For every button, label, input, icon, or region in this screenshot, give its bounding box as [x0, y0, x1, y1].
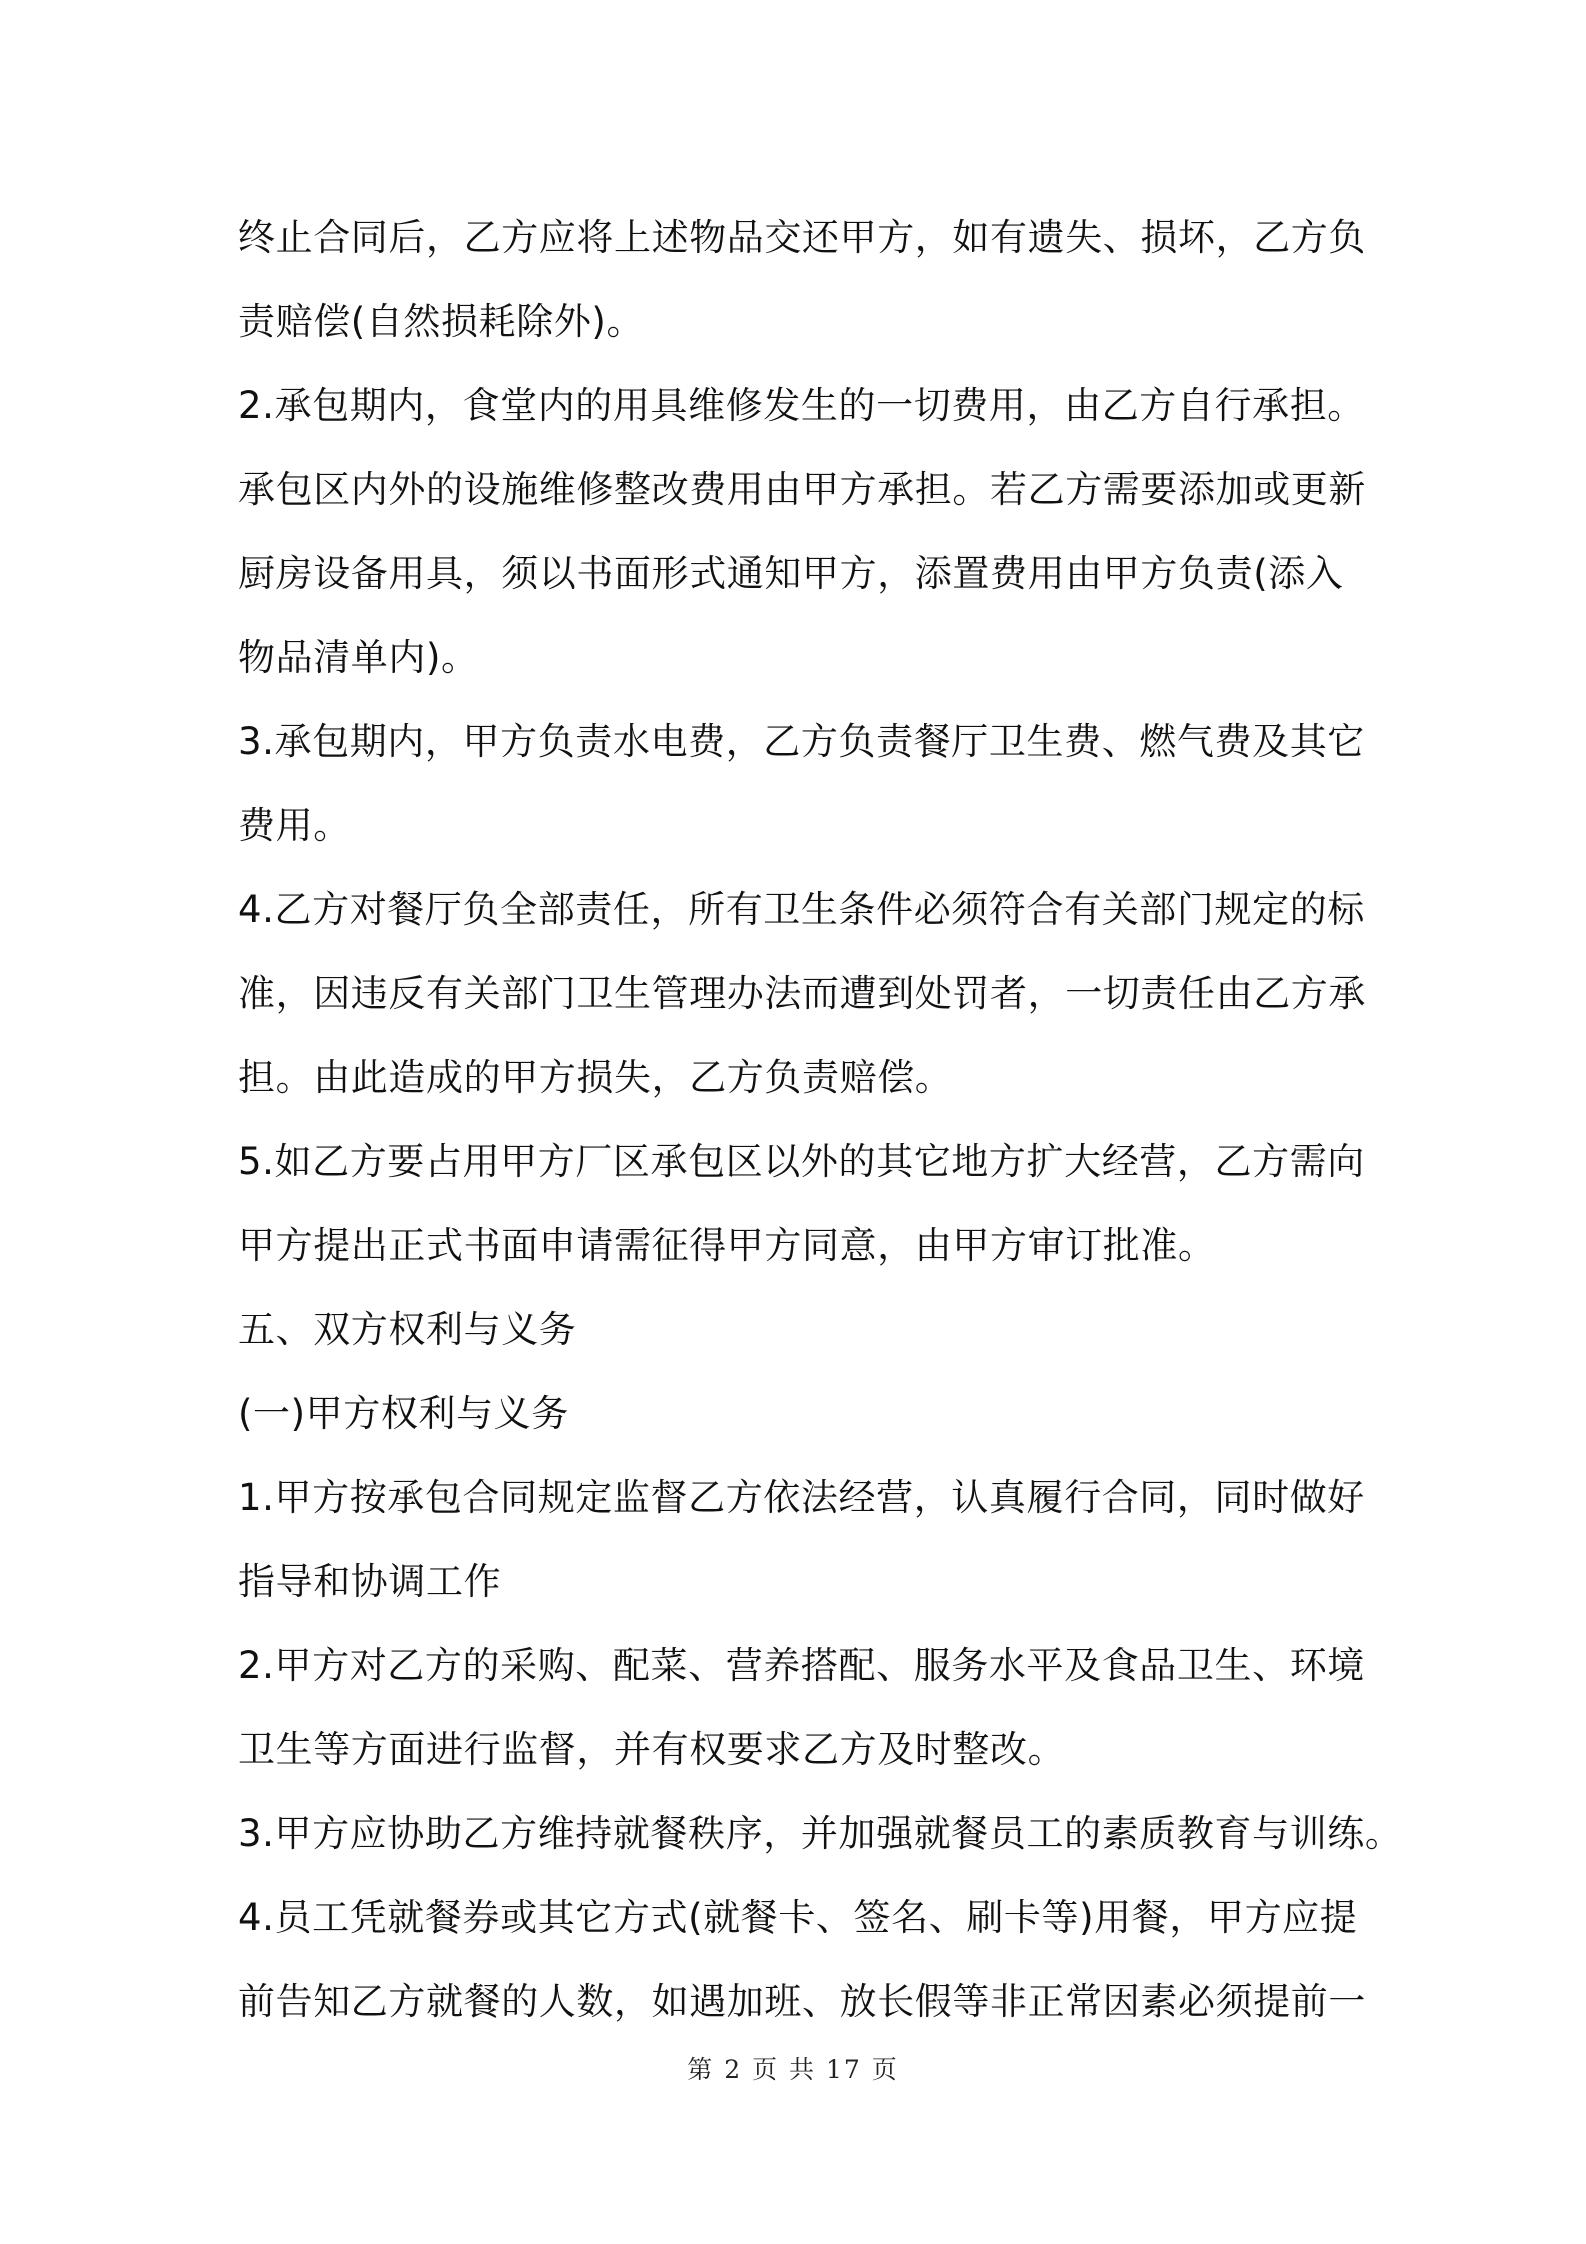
text-line: 2.承包期内，食堂内的用具维修发生的一切费用，由乙方自行承担。	[238, 384, 1365, 427]
text-line: 甲方提出正式书面申请需征得甲方同意，由甲方审订批准。	[238, 1224, 1216, 1267]
subsection-heading: (一)甲方权利与义务	[238, 1392, 569, 1435]
document-body	[238, 196, 1403, 2044]
text-line: 3.承包期内，甲方负责水电费，乙方负责餐厅卫生费、燃气费及其它	[238, 720, 1365, 763]
text-line: 4.员工凭就餐券或其它方式(就餐卡、签名、刷卡等)用餐，甲方应提	[238, 1896, 1358, 1939]
text-line: 准，因违反有关部门卫生管理办法而遭到处罚者，一切责任由乙方承	[238, 972, 1366, 1015]
text-line: 1.甲方按承包合同规定监督乙方依法经营，认真履行合同，同时做好	[238, 1476, 1365, 1519]
text-line: 4.乙方对餐厅负全部责任，所有卫生条件必须符合有关部门规定的标	[238, 888, 1365, 931]
section-heading: 五、双方权利与义务	[238, 1308, 577, 1351]
text-line: 5.如乙方要占用甲方厂区承包区以外的其它地方扩大经营，乙方需向	[238, 1140, 1365, 1183]
text-line: 3.甲方应协助乙方维持就餐秩序，并加强就餐员工的素质教育与训练。	[238, 1812, 1403, 1855]
text-line: 前告知乙方就餐的人数，如遇加班、放长假等非正常因素必须提前一	[238, 1980, 1366, 2023]
text-line: 责赔偿(自然损耗除外)。	[238, 300, 645, 343]
text-line: 厨房设备用具，须以书面形式通知甲方，添置费用由甲方负责(添入	[238, 552, 1344, 595]
text-line: 担。由此造成的甲方损失，乙方负责赔偿。	[238, 1056, 953, 1099]
text-line: 终止合同后，乙方应将上述物品交还甲方，如有遗失、损坏，乙方负	[238, 216, 1366, 259]
text-line: 2.甲方对乙方的采购、配菜、营养搭配、服务水平及食品卫生、环境	[238, 1644, 1365, 1687]
text-line: 物品清单内)。	[238, 636, 479, 679]
page-number-footer: 第 2 页 共 17 页	[687, 2055, 899, 2084]
text-line: 卫生等方面进行监督，并有权要求乙方及时整改。	[238, 1728, 1066, 1771]
text-line: 指导和协调工作	[238, 1560, 502, 1603]
text-line: 承包区内外的设施维修整改费用由甲方承担。若乙方需要添加或更新	[238, 468, 1366, 511]
text-line: 费用。	[238, 804, 351, 847]
